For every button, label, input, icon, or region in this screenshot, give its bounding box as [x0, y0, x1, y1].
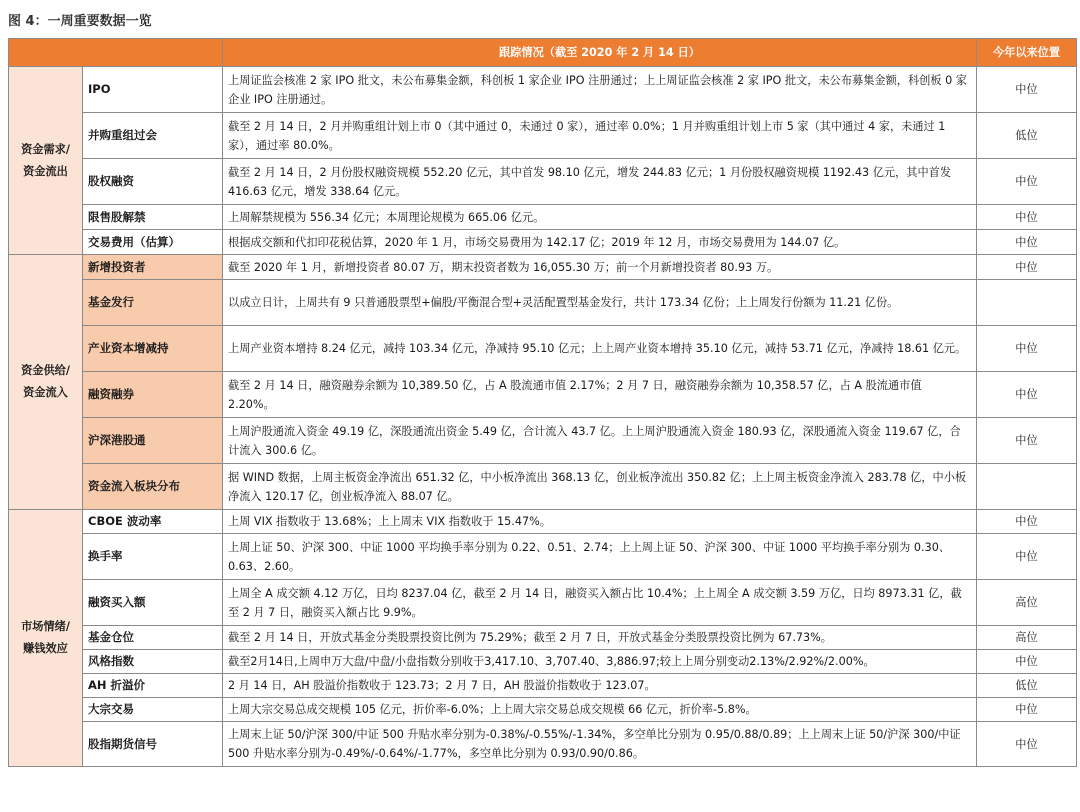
tracking-description-cell: 上周解禁规模为 556.34 亿元；本周理论规模为 665.06 亿元。: [223, 205, 977, 230]
category-cell: [9, 255, 83, 510]
item-name-cell: 基金仓位: [83, 626, 223, 650]
table-row: [9, 580, 1077, 626]
tracking-description-cell: 上周大宗交易总成交规模 105 亿元，折价率-6.0%；上上周大宗交易总成交规模 66 亿元，折价率-5.8%。: [223, 698, 977, 722]
item-name-cell: 大宗交易: [83, 698, 223, 722]
category-label-line1: 资金需求/: [21, 142, 70, 156]
item-name-cell: 资金流入板块分布: [83, 464, 223, 510]
figure-caption: 图 4：一周重要数据一览: [8, 14, 152, 29]
item-name-cell: AH 折溢价: [83, 674, 223, 698]
item-name-cell: 股指期货信号: [83, 722, 223, 767]
tracking-description-cell: 截至2月14日,上周申万大盘/中盘/小盘指数分别收于3,417.10、3,707.40、3,886.97;较上上周分别变动2.13%/2.92%/2.00%。: [223, 650, 977, 674]
position-cell: 中位: [977, 650, 1077, 674]
position-cell: 中位: [977, 67, 1077, 113]
header-position: 今年以来位置: [977, 39, 1077, 67]
category-label-line2: 资金流出: [23, 164, 68, 178]
weekly-data-table: [8, 38, 1077, 767]
item-name-cell: 融资买入额: [83, 580, 223, 626]
table-row: [9, 650, 1077, 674]
table-row: [9, 674, 1077, 698]
position-cell: 中位: [977, 722, 1077, 767]
tracking-description-cell: 上周沪股通流入资金 49.19 亿，深股通流出资金 5.49 亿，合计流入 43.7 亿。上上周沪股通流入资金 180.93 亿，深股通流入资金 119.67 亿，合计流入 300.6 亿。: [223, 418, 977, 464]
position-cell: 高位: [977, 580, 1077, 626]
item-name-cell: 并购重组过会: [83, 113, 223, 159]
position-cell: 中位: [977, 418, 1077, 464]
position-cell: 中位: [977, 255, 1077, 280]
table-row: [9, 230, 1077, 255]
tracking-description-cell: 以成立日计，上周共有 9 只普通股票型+偏股/平衡混合型+灵活配置型基金发行，共计 173.34 亿份；上上周发行份额为 11.21 亿份。: [223, 280, 977, 326]
table-row: [9, 626, 1077, 650]
position-cell: 中位: [977, 205, 1077, 230]
position-cell: [977, 280, 1077, 326]
table-row: [9, 205, 1077, 230]
table-row: [9, 534, 1077, 580]
position-cell: 低位: [977, 674, 1077, 698]
tracking-description-cell: 截至 2 月 14 日，融资融券余额为 10,389.50 亿，占 A 股流通市值 2.17%；2 月 7 日，融资融券余额为 10,358.57 亿，占 A 股流通市值 2.20%。: [223, 372, 977, 418]
item-name-cell: 股权融资: [83, 159, 223, 205]
tracking-description-cell: 截至 2 月 14 日，2 月并购重组计划上市 0（其中通过 0，未通过 0 家），通过率 0.0%；1 月并购重组计划上市 5 家（其中通过 4 家，未通过 1 家），通过率 80.0%。: [223, 113, 977, 159]
item-name-cell: 新增投资者: [83, 255, 223, 280]
table-row: [9, 67, 1077, 113]
position-cell: 中位: [977, 326, 1077, 372]
tracking-description-cell: 上周 VIX 指数收于 13.68%；上上周末 VIX 指数收于 15.47%。: [223, 510, 977, 534]
item-name-cell: 产业资本增减持: [83, 326, 223, 372]
table-row: [9, 326, 1077, 372]
header-tracking: 跟踪情况（截至 2020 年 2 月 14 日）: [223, 39, 977, 67]
position-cell: 中位: [977, 510, 1077, 534]
table-row: [9, 255, 1077, 280]
tracking-description-cell: 截至 2 月 14 日，2 月份股权融资规模 552.20 亿元，其中首发 98.10 亿元，增发 244.83 亿元；1 月份股权融资规模 1192.43 亿元，其中首发 416.63 亿元，增发 338.64 亿元。: [223, 159, 977, 205]
item-name-cell: 限售股解禁: [83, 205, 223, 230]
table-header-row: [9, 39, 1077, 67]
position-cell: 中位: [977, 159, 1077, 205]
item-name-cell: 交易费用（估算）: [83, 230, 223, 255]
position-cell: [977, 464, 1077, 510]
position-cell: 中位: [977, 372, 1077, 418]
table-row: [9, 159, 1077, 205]
tracking-description-cell: 上周上证 50、沪深 300、中证 1000 平均换手率分别为 0.22、0.51、2.74；上上周上证 50、沪深 300、中证 1000 平均换手率分别为 0.30、0.63、2.60。: [223, 534, 977, 580]
category-cell: [9, 510, 83, 767]
position-cell: 中位: [977, 230, 1077, 255]
item-name-cell: IPO: [83, 67, 223, 113]
category-label-line2: 资金流入: [23, 386, 68, 399]
category-label-line2: 赚钱效应: [23, 642, 68, 655]
item-name-cell: 换手率: [83, 534, 223, 580]
tracking-description-cell: 2 月 14 日，AH 股溢价指数收于 123.73；2 月 7 日，AH 股溢价指数收于 123.07。: [223, 674, 977, 698]
tracking-description-cell: 根据成交额和代扣印花税估算，2020 年 1 月，市场交易费用为 142.17 亿；2019 年 12 月，市场交易费用为 144.07 亿。: [223, 230, 977, 255]
position-cell: 高位: [977, 626, 1077, 650]
table-row: [9, 113, 1077, 159]
table-row: [9, 510, 1077, 534]
table-row: [9, 464, 1077, 510]
tracking-description-cell: 截至 2020 年 1 月，新增投资者 80.07 万，期末投资者数为 16,055.30 万；前一个月新增投资者 80.93 万。: [223, 255, 977, 280]
table-row: [9, 280, 1077, 326]
category-label-line1: 资金供给/: [21, 364, 70, 377]
item-name-cell: 风格指数: [83, 650, 223, 674]
table-row: [9, 698, 1077, 722]
item-name-cell: 基金发行: [83, 280, 223, 326]
tracking-description-cell: 上周证监会核准 2 家 IPO 批文，未公布募集金额，科创板 1 家企业 IPO 注册通过；上上周证监会核准 2 家 IPO 批文，未公布募集金额，科创板 0 家企业 IPO 注册通过。: [223, 67, 977, 113]
item-name-cell: 沪深港股通: [83, 418, 223, 464]
item-name-cell: 融资融券: [83, 372, 223, 418]
tracking-description-cell: 上周产业资本增持 8.24 亿元，减持 103.34 亿元，净减持 95.10 亿元；上上周产业资本增持 35.10 亿元，减持 53.71 亿元，净减持 18.61 亿元。: [223, 326, 977, 372]
table-row: [9, 418, 1077, 464]
table-body: [9, 67, 1077, 767]
tracking-description-cell: 上周末上证 50/沪深 300/中证 500 升贴水率分别为-0.38%/-0.55%/-1.34%，多空单比分别为 0.95/0.88/0.89；上上周末上证 50/沪深 300/中证 500 升贴水率分别为-0.49%/-0.64%/-1.77%，多空单比分别为 0.93/0.90/0.86。: [223, 722, 977, 767]
table-row: [9, 372, 1077, 418]
tracking-description-cell: 据 WIND 数据，上周主板资金净流出 651.32 亿，中小板净流出 368.13 亿，创业板净流出 350.82 亿；上上周主板资金净流入 283.78 亿，中小板净流入 120.17 亿，创业板净流入 88.07 亿。: [223, 464, 977, 510]
position-cell: 中位: [977, 534, 1077, 580]
tracking-description-cell: 上周全 A 成交额 4.12 万亿，日均 8237.04 亿，截至 2 月 14 日，融资买入额占比 10.4%；上上周全 A 成交额 3.59 万亿，日均 8973.31 亿，截至 2 月 7 日，融资买入额占比 9.9%。: [223, 580, 977, 626]
tracking-description-cell: 截至 2 月 14 日，开放式基金分类股票投资比例为 75.29%；截至 2 月 7 日，开放式基金分类股票投资比例为 67.73%。: [223, 626, 977, 650]
category-cell: [9, 67, 83, 255]
position-cell: 中位: [977, 698, 1077, 722]
header-blank-cell: [9, 39, 223, 67]
table-row: [9, 722, 1077, 767]
position-cell: 低位: [977, 113, 1077, 159]
category-label-line1: 市场情绪/: [21, 620, 70, 633]
item-name-cell: CBOE 波动率: [83, 510, 223, 534]
